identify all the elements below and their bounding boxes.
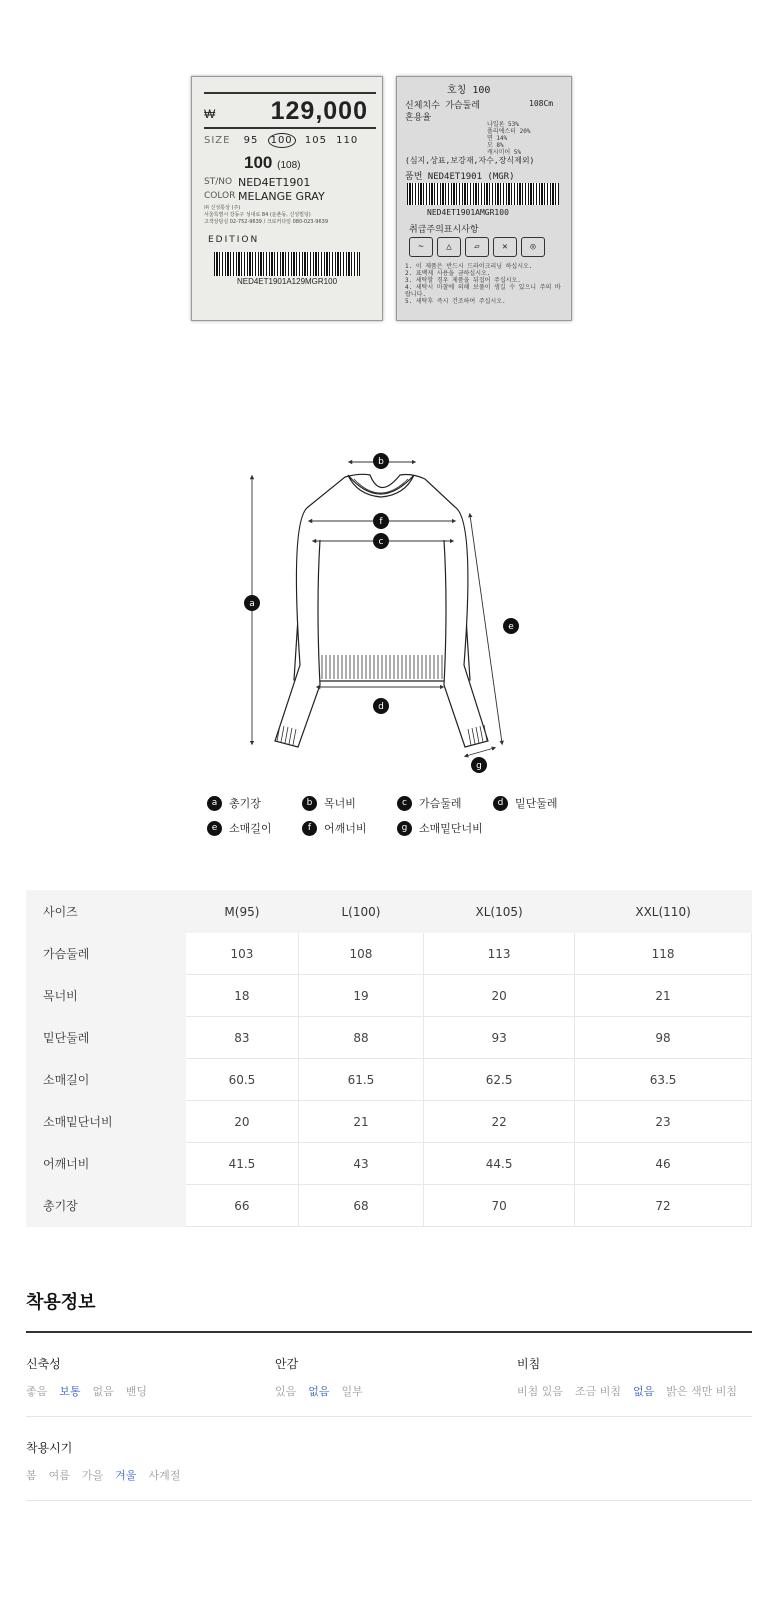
size-option: 110 — [336, 135, 359, 146]
material-item: 모 8% — [487, 142, 504, 149]
table-cell: 60.5 — [186, 1059, 299, 1101]
color-row — [204, 190, 325, 203]
wear-section-title: 안감 — [275, 1357, 299, 1371]
wear-option: 밝은 색만 비침 — [666, 1385, 738, 1398]
table-cell: 118 — [575, 933, 752, 975]
wear-option: 일부 — [341, 1385, 363, 1398]
size-sub: (108) — [277, 160, 301, 171]
row-label: 소매밑단너비 — [27, 1101, 186, 1143]
marker-g — [471, 757, 487, 773]
care-text-line: 5. 세탁후 즉시 건조하여 주십시오. — [405, 298, 506, 305]
table-cell: 83 — [186, 1017, 299, 1059]
row-label: 밑단둘레 — [27, 1017, 186, 1059]
wear-option: 없음 — [92, 1385, 114, 1398]
stno-row — [204, 176, 311, 189]
table-cell: 21 — [575, 975, 752, 1017]
stno-value: NED4ET1901 — [238, 176, 311, 189]
table-cell: 68 — [298, 1185, 423, 1227]
wear-options — [275, 1380, 375, 1399]
svg-text:d: d — [378, 702, 384, 712]
table-row — [27, 1017, 752, 1059]
marker-a — [244, 595, 260, 611]
table-row — [27, 1185, 752, 1227]
table-header-row — [27, 891, 752, 933]
legend-key: c — [397, 796, 412, 811]
table-cell: 113 — [424, 933, 575, 975]
wear-option: 비침 있음 — [517, 1385, 564, 1398]
wear-section-title: 비침 — [517, 1357, 541, 1371]
table-header-cell: 사이즈 — [27, 891, 186, 933]
legend-item — [207, 820, 272, 836]
wear-section-sheerness — [517, 1355, 737, 1399]
legend-label: 소매길이 — [229, 822, 272, 835]
legend-item — [207, 795, 261, 811]
dry-clean-icon: ◎ — [521, 237, 545, 257]
sweater-measurement-diagram — [230, 445, 530, 780]
marker-d — [373, 698, 389, 714]
table-cell: 44.5 — [424, 1143, 575, 1185]
divider — [26, 1331, 752, 1333]
legend-key: g — [397, 821, 412, 836]
marker-b — [373, 453, 389, 469]
table-cell: 23 — [575, 1101, 752, 1143]
table-header-cell: M(95) — [186, 891, 299, 933]
table-cell: 18 — [186, 975, 299, 1017]
row-label: 어깨너비 — [27, 1143, 186, 1185]
wear-option: 봄 — [26, 1469, 37, 1482]
price-value: 129,000 — [270, 97, 368, 125]
size-big — [244, 153, 300, 173]
wear-option-selected: 없음 — [308, 1385, 330, 1398]
row-label: 총기장 — [27, 1185, 186, 1227]
price-tag-front — [191, 76, 383, 321]
wear-option: 가을 — [81, 1469, 104, 1482]
table-header-cell: XXL(110) — [575, 891, 752, 933]
table-row — [27, 933, 752, 975]
wear-options — [26, 1464, 192, 1483]
care-text-line: 4. 세탁시 마찰에 의해 보풀이 생길 수 있으니 주의 바랍니다. — [405, 284, 561, 298]
mix-label: 혼용율 — [405, 113, 432, 123]
company-name: ㈜ 신성통상 (주) — [204, 205, 241, 211]
size-row — [204, 135, 363, 146]
body-size-label: 신체치수 가슴둘레 — [405, 101, 480, 111]
table-row — [27, 1143, 752, 1185]
table-cell: 62.5 — [424, 1059, 575, 1101]
table-row — [27, 1059, 752, 1101]
legend-key: d — [493, 796, 508, 811]
table-header-cell: L(100) — [298, 891, 423, 933]
material-item: 폴리에스터 20% — [487, 128, 531, 135]
stno-label: ST/NO — [204, 177, 233, 187]
material-item: 캐시미어 5% — [487, 149, 522, 156]
table-cell: 61.5 — [298, 1059, 423, 1101]
iron-icon: ▱ — [465, 237, 489, 257]
legend-key: f — [302, 821, 317, 836]
wear-section-season — [26, 1439, 192, 1483]
legend-key: e — [207, 821, 222, 836]
wear-option: 좋음 — [26, 1385, 48, 1398]
legend-label: 목너비 — [324, 797, 356, 810]
material-item: 나일론 53% — [487, 121, 519, 128]
material-note: (심지,상표,보강재,자수,장식제외) — [405, 156, 535, 165]
company-info — [204, 205, 364, 226]
size-table — [26, 890, 752, 1227]
legend-label: 밑단둘레 — [515, 797, 558, 810]
marker-e — [503, 618, 519, 634]
care-text-line: 2. 표백제 사용을 금하십시오. — [405, 270, 491, 277]
divider — [26, 1500, 752, 1501]
brand-name: EDITION — [208, 235, 260, 245]
legend-item — [493, 795, 558, 811]
barcode — [214, 252, 360, 276]
wear-section-lining — [275, 1355, 375, 1399]
wear-option-selected: 없음 — [633, 1385, 655, 1398]
product-number: 품번 NED4ET1901 (MGR) — [405, 172, 515, 182]
no-bleach-icon: △ — [437, 237, 461, 257]
material-item: 면 14% — [487, 135, 508, 142]
row-label: 소매길이 — [27, 1059, 186, 1101]
wear-section-title: 착용시기 — [26, 1441, 73, 1455]
svg-text:f: f — [379, 517, 383, 527]
body-size-value: 108Cm — [529, 99, 554, 108]
legend-label: 가슴둘레 — [419, 797, 462, 810]
care-label-tag — [396, 76, 572, 321]
barcode-text: NED4ET1901A129MGR100 — [236, 277, 338, 286]
divider — [204, 127, 376, 129]
wear-section-stretch — [26, 1355, 159, 1399]
table-cell: 21 — [298, 1101, 423, 1143]
size-option: 95 — [243, 135, 259, 146]
marker-f — [373, 513, 389, 529]
table-cell: 41.5 — [186, 1143, 299, 1185]
care-text-line: 3. 세탁할 경우 제품을 뒤집어 주십시오. — [405, 277, 521, 284]
table-row — [27, 975, 752, 1017]
table-cell: 98 — [575, 1017, 752, 1059]
table-cell: 72 — [575, 1185, 752, 1227]
wear-option: 여름 — [48, 1469, 70, 1482]
care-text-line: 1. 이 제품은 반드시 드라이크리닝 하십시오. — [405, 263, 533, 270]
table-row — [27, 1101, 752, 1143]
barcode — [407, 183, 559, 205]
legend-label: 어깨너비 — [324, 822, 367, 835]
size-label: SIZE — [204, 135, 231, 146]
svg-text:a: a — [249, 599, 255, 609]
table-cell: 19 — [298, 975, 423, 1017]
row-label: 가슴둘레 — [27, 933, 186, 975]
wear-option-selected: 겨울 — [115, 1469, 137, 1482]
care-icons — [409, 237, 545, 257]
svg-text:b: b — [378, 457, 384, 467]
wear-section-title: 신축성 — [26, 1357, 61, 1371]
table-cell: 108 — [298, 933, 423, 975]
table-cell: 70 — [424, 1185, 575, 1227]
tag-title: 호칭 100 — [447, 85, 491, 96]
divider — [204, 92, 376, 94]
table-cell: 88 — [298, 1017, 423, 1059]
table-cell: 20 — [186, 1101, 299, 1143]
wear-options — [26, 1380, 159, 1399]
legend-key: b — [302, 796, 317, 811]
legend-key: a — [207, 796, 222, 811]
divider — [26, 1416, 752, 1417]
wear-option: 조금 비침 — [575, 1385, 622, 1398]
table-header-cell: XL(105) — [424, 891, 575, 933]
wear-options — [517, 1380, 737, 1399]
size-option: 105 — [304, 135, 327, 146]
legend-item — [397, 820, 483, 836]
wear-option: 사계절 — [148, 1469, 181, 1482]
svg-text:g: g — [476, 761, 482, 771]
size-big-value: 100 — [244, 153, 273, 172]
measure-line-g — [466, 748, 494, 756]
wear-info-title: 착용정보 — [26, 1292, 96, 1313]
legend-label: 소매밑단너비 — [419, 822, 483, 835]
no-dry-icon: ✕ — [493, 237, 517, 257]
svg-text:c: c — [378, 537, 384, 547]
materials-list — [487, 121, 530, 156]
color-value: MELANGE GRAY — [238, 190, 325, 203]
svg-text:e: e — [508, 622, 514, 632]
legend-item — [302, 820, 367, 836]
company-phone: 고객상담실 02-752-9639 / 크로커다일 080-023-9639 — [204, 219, 329, 225]
table-cell: 63.5 — [575, 1059, 752, 1101]
table-cell: 103 — [186, 933, 299, 975]
wear-option: 있음 — [275, 1385, 297, 1398]
care-text — [405, 263, 563, 305]
table-cell: 43 — [298, 1143, 423, 1185]
legend-label: 총기장 — [229, 797, 261, 810]
currency-symbol: ₩ — [204, 107, 216, 121]
table-cell: 22 — [424, 1101, 575, 1143]
row-label: 목너비 — [27, 975, 186, 1017]
table-cell: 66 — [186, 1185, 299, 1227]
wash-icon: ~ — [409, 237, 433, 257]
legend-item — [302, 795, 356, 811]
wear-option: 밴딩 — [125, 1385, 148, 1398]
size-option-selected: 100 — [268, 133, 296, 148]
company-address: 서울특별시 강동구 성내로 84 (둔촌동, 신성빌딩) — [204, 212, 311, 218]
marker-c — [373, 533, 389, 549]
table-cell: 20 — [424, 975, 575, 1017]
table-cell: 93 — [424, 1017, 575, 1059]
care-title: 취급주의표시사항 — [409, 225, 479, 235]
color-label: COLOR — [204, 191, 236, 201]
legend-item — [397, 795, 462, 811]
wear-option-selected: 보통 — [59, 1385, 81, 1398]
barcode-text: NED4ET1901AMGR100 — [427, 208, 509, 217]
table-cell: 46 — [575, 1143, 752, 1185]
